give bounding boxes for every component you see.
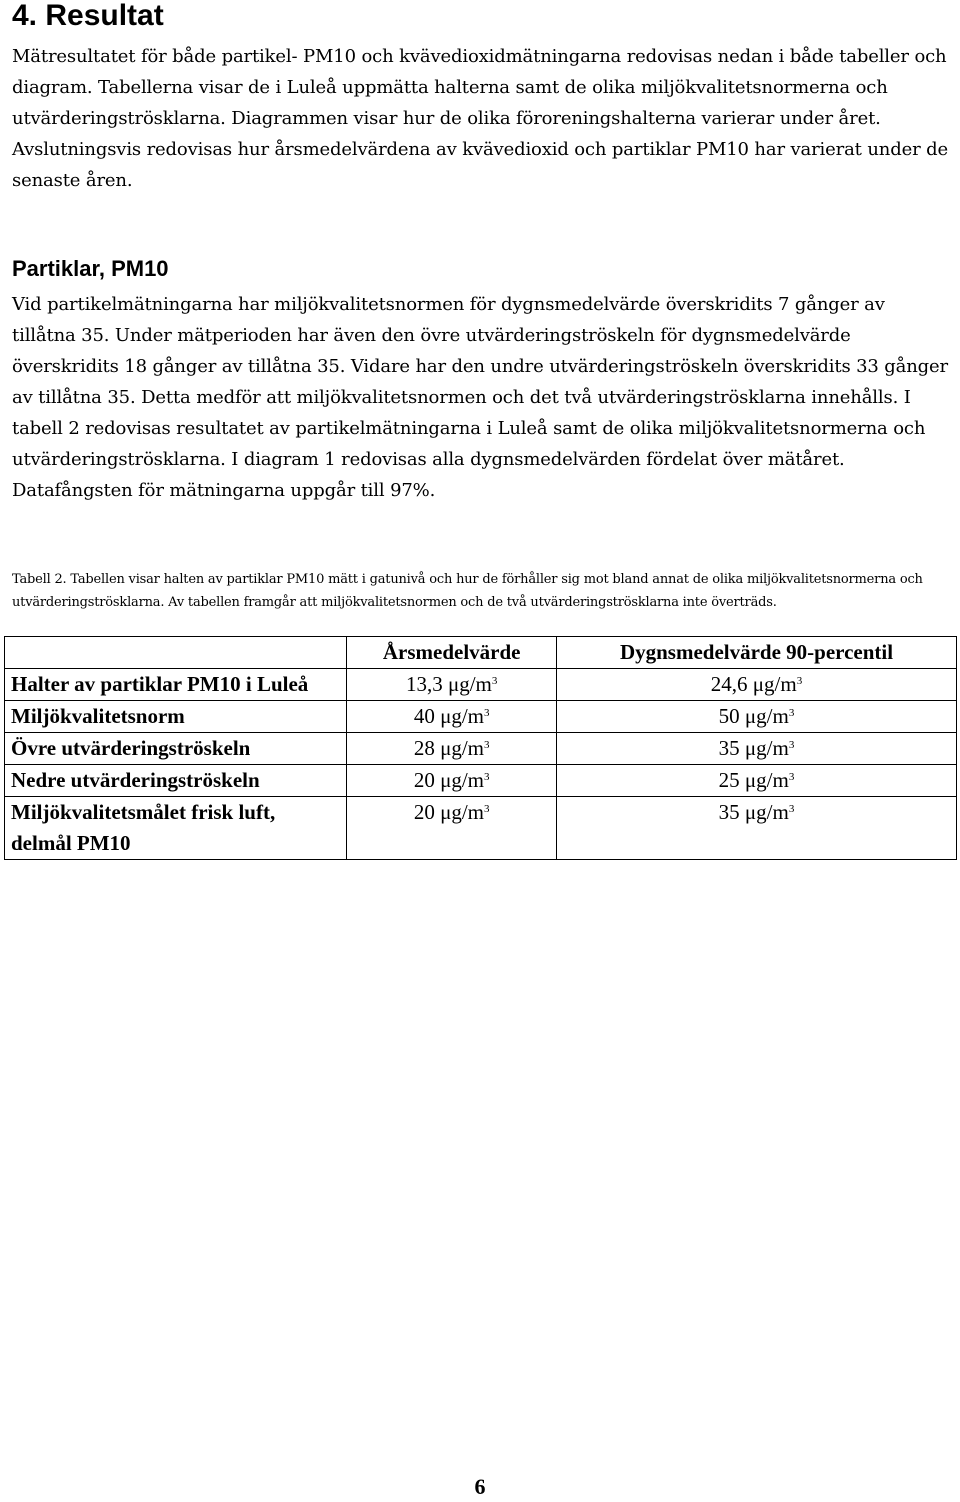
header-annual: Årsmedelvärde [347, 637, 557, 669]
pm10-paragraph: Vid partikelmätningarna har miljökvalitetsnormen för dygnsmedelvärde överskridits 7 gånger av tillåtna 35. Under mätperioden har även den övre utvärderingströskeln för dygnsmedelvärde överskridits 18 gånger av tillåtna 35. Vidare har den undre utvärderingströskeln överskridits 33 gånger av tillåtna 35. Detta medför att miljökvalitetsnormen och det två utvärderingströsklarna innehålls. I tabell 2 redovisas resultatet av partikelmätningarna i Luleå samt de olika miljökvalitetsnormerna och utvärderingströsklarna. I diagram 1 redovisas alla dygnsmedelvärden fördelat över mätåret. Datafångsten för mätningarna uppgår till 97%. [12, 294, 949, 501]
results-table [4, 636, 957, 860]
table-row [5, 669, 957, 701]
annual-value: 13,3 $\mu g/m^3$ [347, 669, 557, 701]
daily-value: 24,6 $\mu g/m^3$ [557, 669, 957, 701]
annual-value: 40 $\mu g/m^3$ [347, 701, 557, 733]
table-row [5, 765, 957, 797]
daily-value: 35 $\mu g/m^3$ [557, 733, 957, 765]
header-daily: Dygnsmedelvärde 90-percentil [557, 637, 957, 669]
intro-paragraph: Mätresultatet för både partikel- PM10 och kvävedioxidmätningarna redovisas nedan i både tabeller och diagram. Tabellerna visar de i Luleå uppmätta halterna samt de olika miljökvalitetsnormerna och utvärderingströsklarna. Diagrammen visar hur de olika föroreningshalterna varierar under året. Avslutningsvis redovisas hur årsmedelvärdena av kvävedioxid och partiklar PM10 har varierat under de senaste åren. [12, 46, 948, 191]
row-label: Nedre utvärderingströskeln [5, 765, 347, 797]
daily-value: 35 $\mu g/m^3$ [557, 797, 957, 860]
annual-value: 20 $\mu g/m^3$ [347, 765, 557, 797]
annual-value: 28 $\mu g/m^3$ [347, 733, 557, 765]
row-label: Halter av partiklar PM10 i Luleå [5, 669, 347, 701]
table-row [5, 701, 957, 733]
row-label: Miljökvalitetsmålet frisk luft, delmål PM10 [5, 797, 347, 860]
pm10-subtitle: Partiklar, PM10 [12, 256, 169, 281]
daily-value: 50 $\mu g/m^3$ [557, 701, 957, 733]
section-title: 4. Resultat [12, 0, 164, 32]
table-caption: Tabell 2. Tabellen visar halten av partiklar PM10 mätt i gatunivå och hur de förhåller sig mot bland annat de olika miljökvalitetsnormerna och utvärderingströsklarna. Av tabellen framgår att miljökvalitetsnormen och de två utvärderingströsklarna inte överträds. [12, 572, 923, 610]
table-row [5, 733, 957, 765]
daily-value: 25 $\mu g/m^3$ [557, 765, 957, 797]
row-label: Övre utvärderingströskeln [5, 733, 347, 765]
page-number: 6 [474, 1474, 486, 1499]
header-empty-cell [5, 637, 347, 669]
annual-value: 20 $\mu g/m^3$ [347, 797, 557, 860]
table-header-row [5, 637, 957, 669]
row-label: Miljökvalitetsnorm [5, 701, 347, 733]
table-row [5, 797, 957, 860]
